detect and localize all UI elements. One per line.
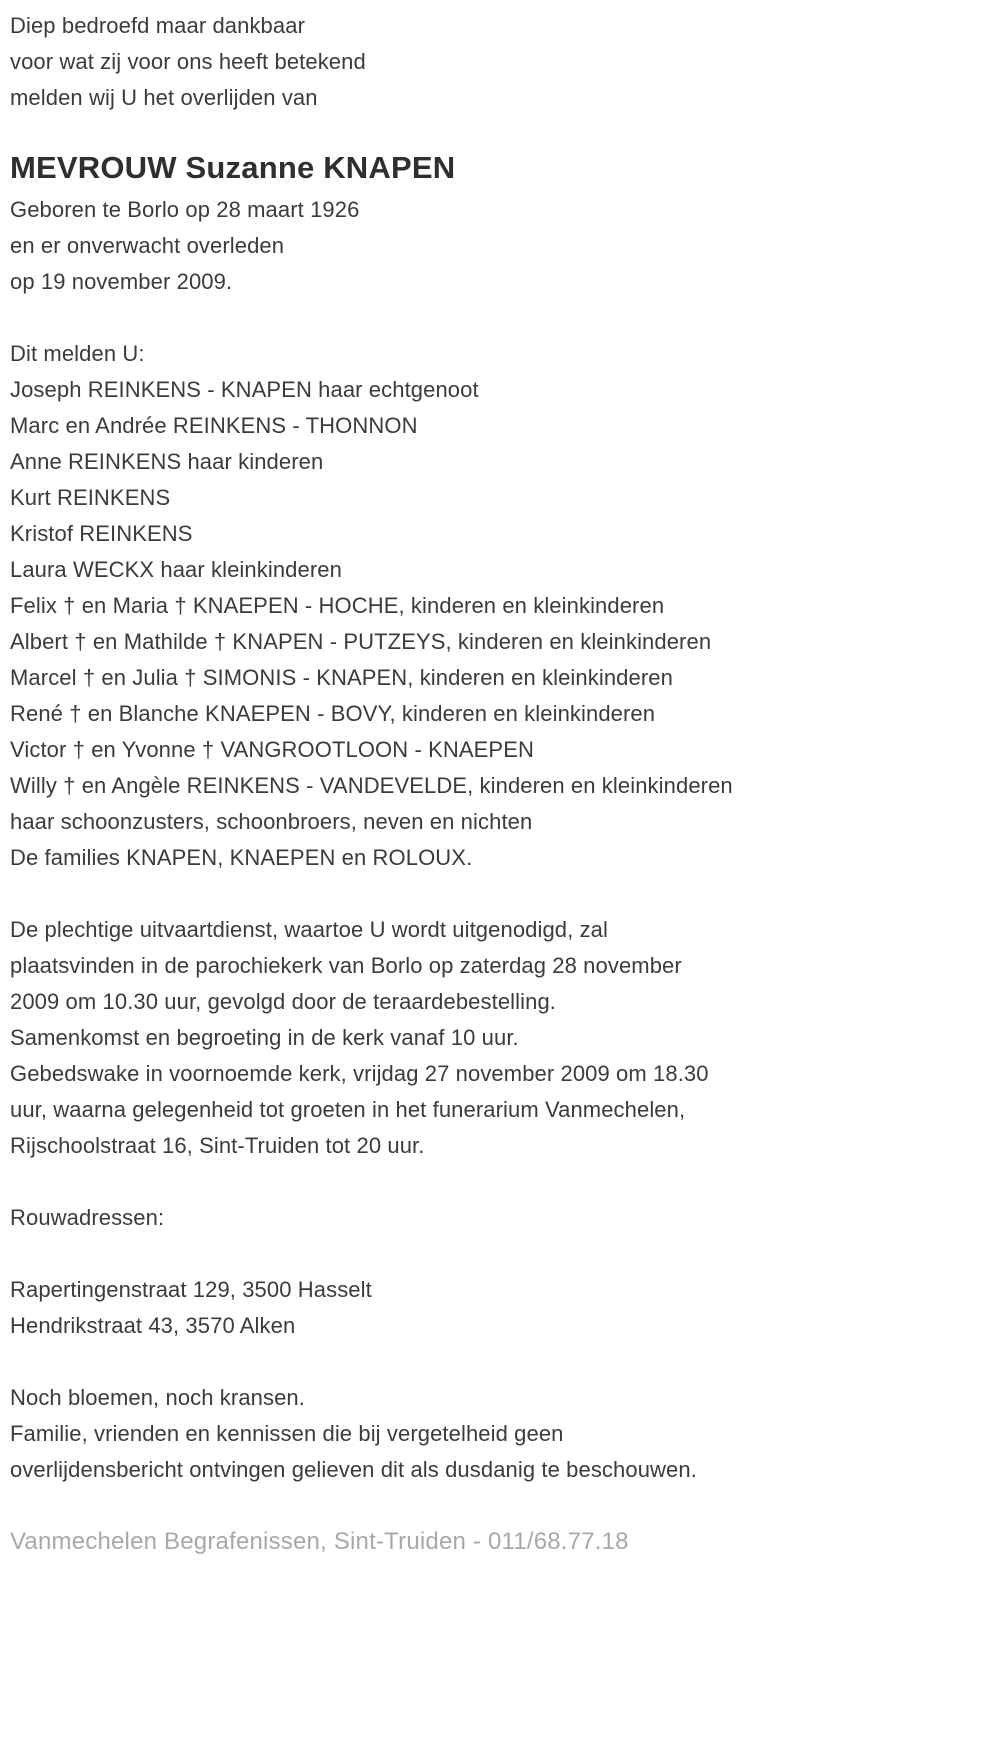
service-line-7: Rijschoolstraat 16, Sint-Truiden tot 20 uur. [10,1133,425,1158]
service-line-6: uur, waarna gelegenheid tot groeten in het funerarium Vanmechelen, [10,1097,686,1122]
family-line-7: Felix † en Maria † KNAEPEN - HOCHE, kinderen en kleinkinderen [10,593,665,618]
mourning-address-2: Hendrikstraat 43, 3570 Alken [10,1313,296,1338]
closing-line-2: Familie, vrienden en kennissen die bij vergetelheid geen [10,1421,564,1446]
intro-line-3: melden wij U het overlijden van [10,85,318,110]
family-line-2: Marc en Andrée REINKENS - THONNON [10,413,418,438]
family-line-4: Kurt REINKENS [10,485,171,510]
intro-line-2: voor wat zij voor ons heeft betekend [10,49,366,74]
family-paragraph [10,336,980,876]
intro-paragraph [10,8,980,116]
mourning-addresses-header: Rouwadressen: [10,1205,165,1230]
service-paragraph [10,912,980,1164]
intro-line-1: Diep bedroefd maar dankbaar [10,13,305,38]
family-line-6: Laura WECKX haar kleinkinderen [10,557,342,582]
family-line-3: Anne REINKENS haar kinderen [10,449,324,474]
announcement-header: Dit melden U: [10,341,145,366]
service-line-5: Gebedswake in voornoemde kerk, vrijdag 27 november 2009 om 18.30 [10,1061,709,1086]
closing-paragraph [10,1380,980,1488]
mourning-address-1: Rapertingenstraat 129, 3500 Hasselt [10,1277,372,1302]
birth-death-paragraph [10,192,980,300]
closing-line-3: overlijdensbericht ontvingen gelieven dit als dusdanig te beschouwen. [10,1457,697,1482]
death-line-2: op 19 november 2009. [10,269,233,294]
family-line-10: René † en Blanche KNAEPEN - BOVY, kinderen en kleinkinderen [10,701,656,726]
family-line-14: De families KNAPEN, KNAEPEN en ROLOUX. [10,845,473,870]
family-line-13: haar schoonzusters, schoonbroers, neven en nichten [10,809,533,834]
mourning-addresses-header-block [10,1200,980,1236]
service-line-3: 2009 om 10.30 uur, gevolgd door de teraardebestelling. [10,989,557,1014]
family-line-11: Victor † en Yvonne † VANGROOTLOON - KNAEPEN [10,737,534,762]
mourning-addresses-paragraph [10,1272,980,1344]
death-line-1: en er onverwacht overleden [10,233,285,258]
deceased-name-title: MEVROUW Suzanne KNAPEN [10,150,456,185]
family-line-1: Joseph REINKENS - KNAPEN haar echtgenoot [10,377,479,402]
family-line-9: Marcel † en Julia † SIMONIS - KNAPEN, kinderen en kleinkinderen [10,665,673,690]
service-line-2: plaatsvinden in de parochiekerk van Borlo op zaterdag 28 november [10,953,682,978]
service-line-1: De plechtige uitvaartdienst, waartoe U wordt uitgenodigd, zal [10,917,608,942]
family-line-12: Willy † en Angèle REINKENS - VANDEVELDE, kinderen en kleinkinderen [10,773,733,798]
birth-line: Geboren te Borlo op 28 maart 1926 [10,197,360,222]
family-line-8: Albert † en Mathilde † KNAPEN - PUTZEYS, kinderen en kleinkinderen [10,629,712,654]
service-line-4: Samenkomst en begroeting in de kerk vanaf 10 uur. [10,1025,519,1050]
family-line-5: Kristof REINKENS [10,521,193,546]
closing-line-1: Noch bloemen, noch kransen. [10,1385,305,1410]
funeral-home-footer: Vanmechelen Begrafenissen, Sint-Truiden - 011/68.77.18 [10,1528,629,1555]
